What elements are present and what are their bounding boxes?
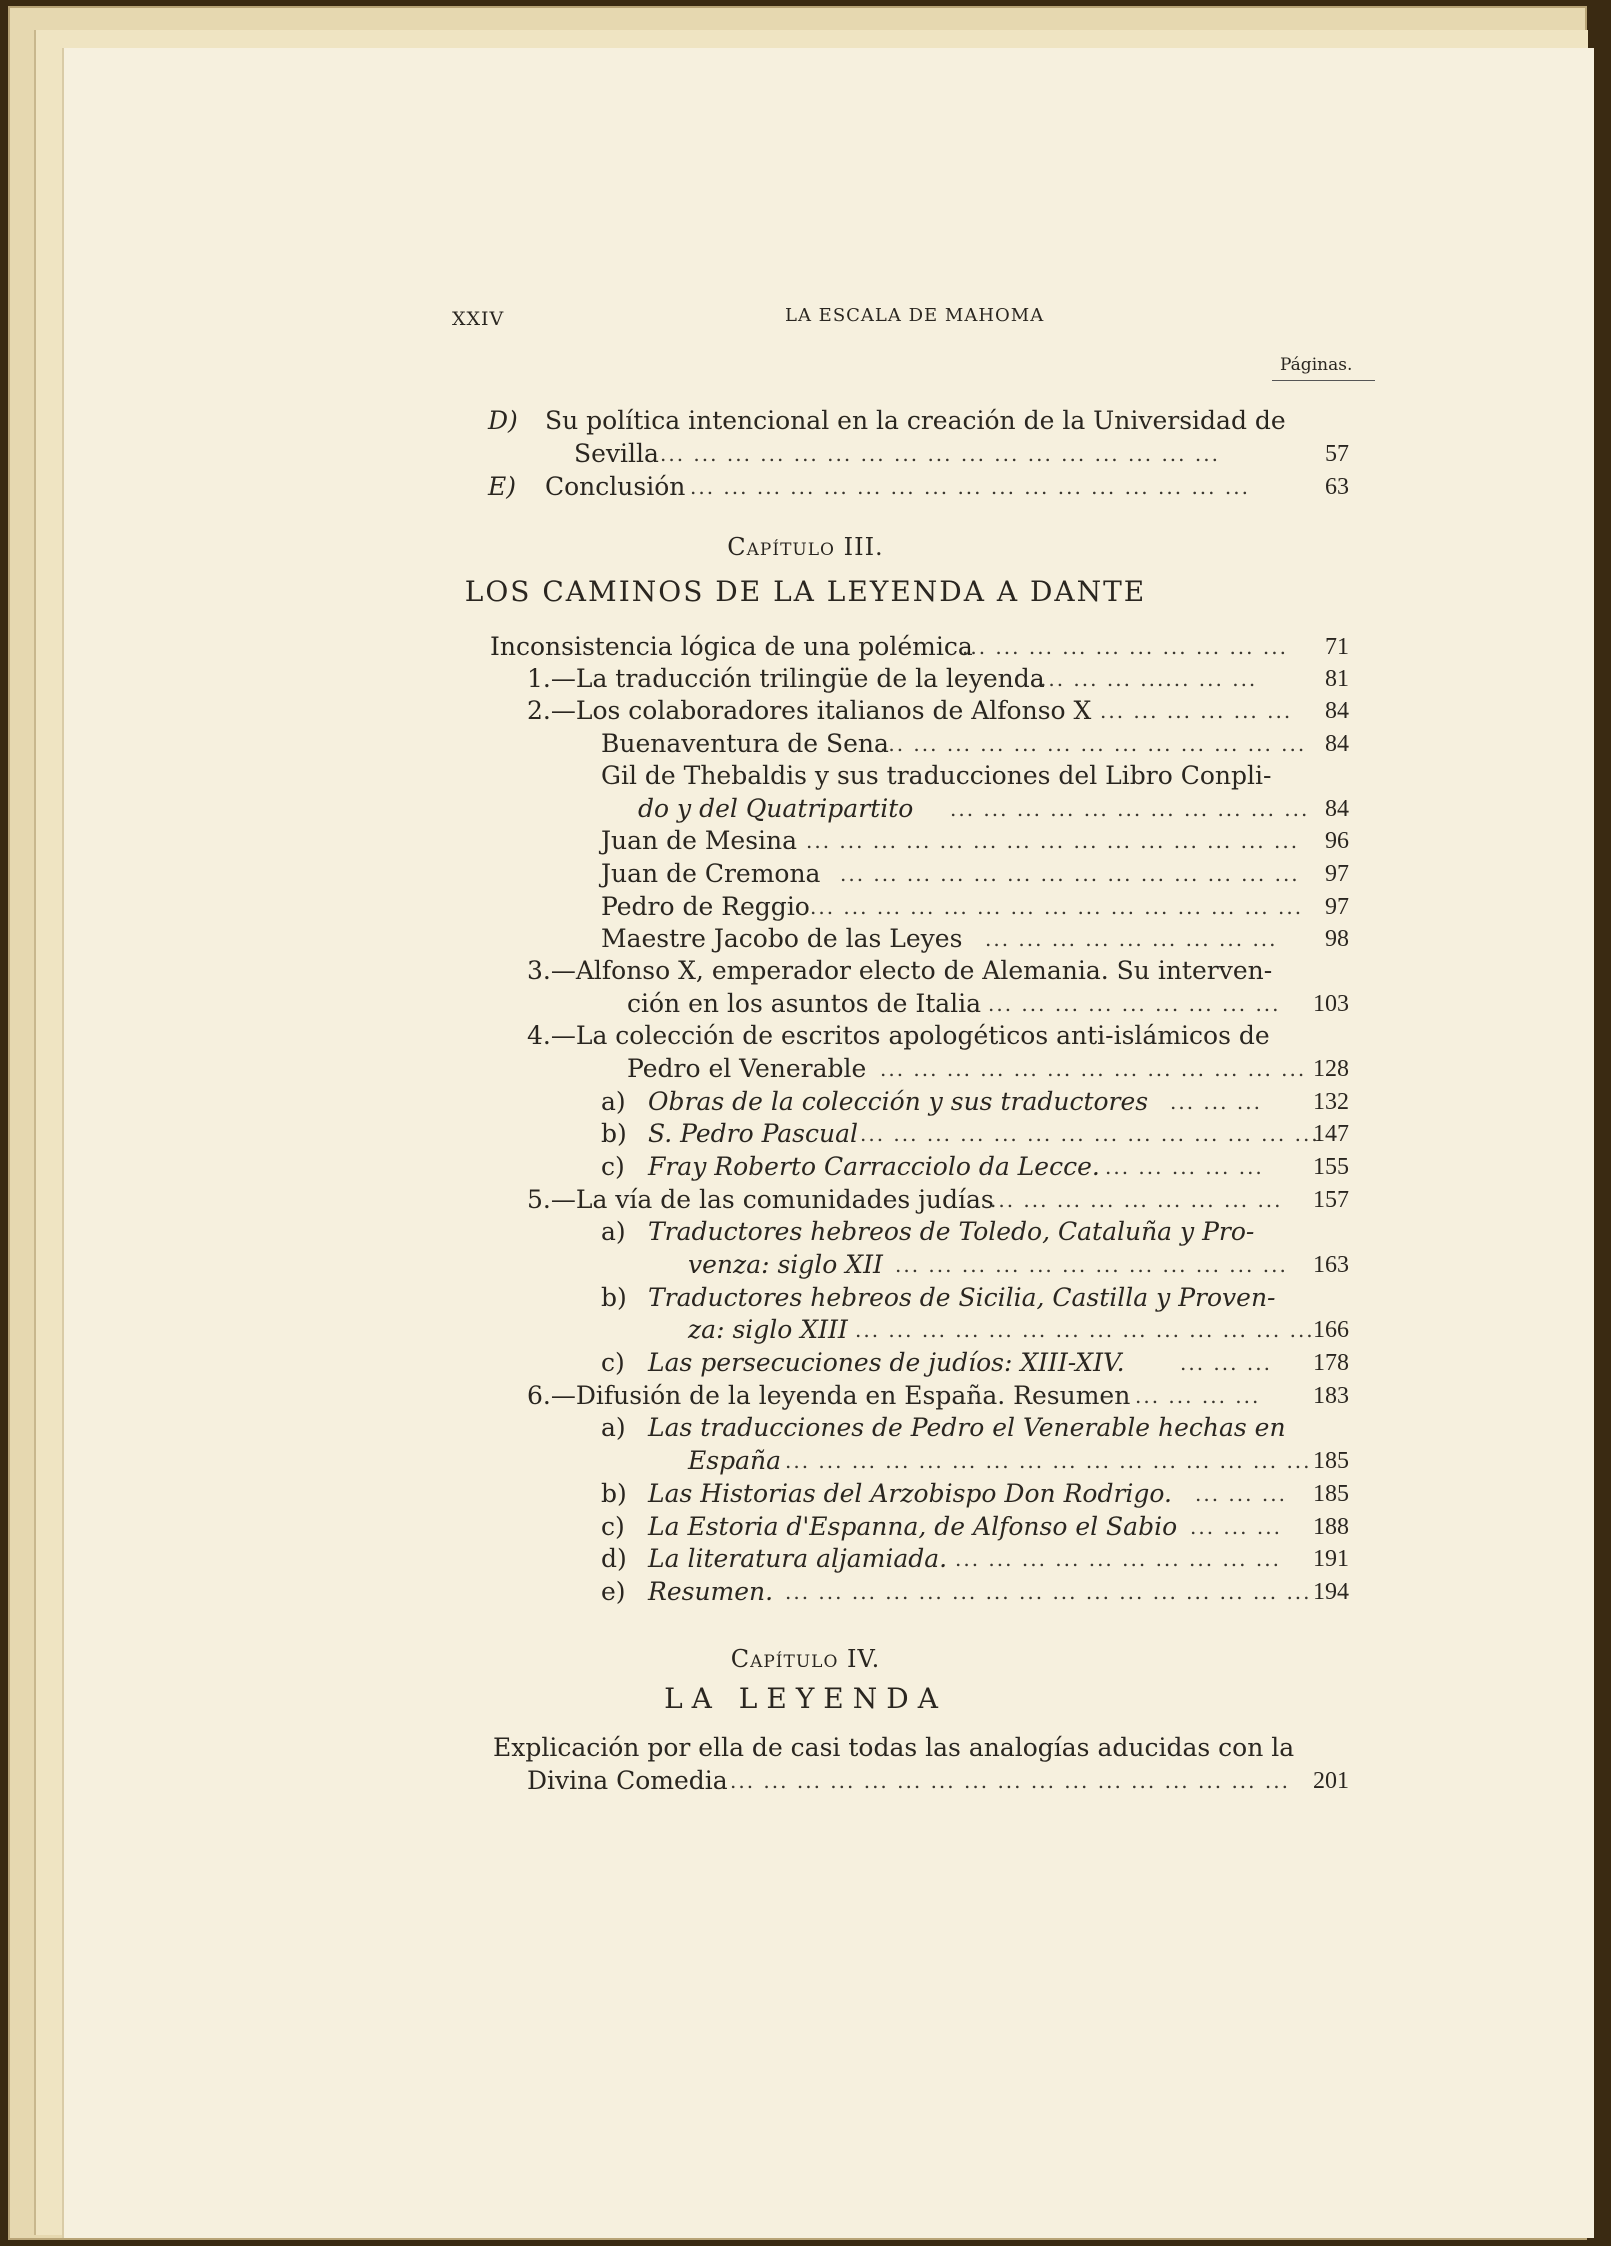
entry-page: 178 [1313,1350,1349,1376]
entry-text: Las traducciones de Pedro el Venerable hechas en [648,1413,1286,1442]
toc-entry [0,727,1611,761]
entry-label: b) [601,1119,627,1148]
leader-dots: ... ... ... ...... ... ... [1040,667,1258,691]
entry-text: Obras de la colección y sus traductores [648,1087,1149,1116]
toc-entry [0,792,1611,826]
toc-entry [0,470,1611,504]
leader-dots: ... ... ... ... ... ... ... ... ... ... ... ... ... ... ... ... [785,1580,1312,1604]
entry-text: venza: siglo XII [688,1250,883,1279]
entry-text: La literatura aljamiada. [648,1544,948,1573]
entry-label: a) [601,1087,626,1116]
chapter-title: LOS CAMINOS DE LA LEYENDA A DANTE [464,575,1147,608]
entry-text: Inconsistencia lógica de una polémica [490,632,973,661]
entry-label: a) [601,1413,626,1442]
entry-page: 157 [1313,1187,1349,1213]
entry-text: Explicación por ella de casi todas las analogías aducidas con la [493,1733,1295,1762]
entry-page: 166 [1313,1317,1349,1343]
entry-page: 97 [1325,861,1349,887]
leader-dots: ... ... ... ... ... ... ... ... ... ... ... ... ... [880,732,1307,756]
entry-text: Buenaventura de Sena [601,729,889,758]
entry-label: D) [488,406,518,435]
entry-text: S. Pedro Pascual [648,1119,859,1148]
entry-label: E) [488,472,517,501]
chapter-number: Capítulo IV. [730,1645,881,1673]
leader-dots: ... ... ... ... ... ... ... ... ... ... [962,635,1288,659]
entry-text: 4.—La colección de escritos apologéticos anti-islámicos de [527,1021,1270,1050]
column-rule [1272,380,1375,381]
entry-label: b) [601,1479,627,1508]
entry-page: 147 [1313,1121,1349,1147]
toc-entry [0,1731,1611,1765]
toc-entry [0,954,1611,988]
entry-page: 132 [1313,1089,1349,1115]
entry-page: 194 [1313,1579,1349,1605]
chapter-number: Capítulo III. [727,533,884,561]
toc-entry [0,1411,1611,1445]
toc-entry [0,824,1611,858]
toc-entry [0,1215,1611,1249]
entry-text: Las persecuciones de judíos: XIII-XIV. [648,1348,1125,1377]
toc-entry [0,1150,1611,1184]
entry-page: 103 [1313,991,1349,1017]
entry-text: Divina Comedia [527,1766,728,1795]
toc-entry [0,1510,1611,1544]
leader-dots: ... ... ... ... ... ... ... ... ... ... ... ... ... ... [860,1122,1320,1146]
leader-dots: ... ... ... ... ... ... ... ... ... ... ... ... ... [880,1057,1307,1081]
entry-text: Traductores hebreos de Sicilia, Castilla y Proven- [648,1283,1276,1312]
entry-text: Su política intencional en la creación de la Universidad de [545,406,1286,435]
entry-page: 81 [1325,666,1349,692]
entry-text: 1.—La traducción trilingüe de la leyenda [527,664,1045,693]
entry-label: d) [601,1544,627,1573]
entry-text: España [688,1446,781,1475]
entry-text: Pedro de Reggio [601,892,810,921]
leader-dots: ... ... ... ... [1135,1384,1261,1408]
entry-text: Gil de Thebaldis y sus traducciones del Libro Conpli- [601,761,1272,790]
entry-text: 2.—Los colaboradores italianos de Alfonso X [527,696,1092,725]
toc-entry [0,630,1611,664]
toc-entry [0,1248,1611,1282]
entry-text: Sevilla [574,439,659,468]
entry-text: Pedro el Venerable [627,1054,867,1083]
entry-label: c) [601,1512,625,1541]
leader-dots: ... ... ... [1170,1090,1262,1114]
leader-dots: ... ... ... ... ... ... ... ... ... ... ... ... ... ... ... ... ... [660,442,1220,466]
entry-text: La Estoria d'Espanna, de Alfonso el Sabio [648,1512,1178,1541]
entry-page: 128 [1313,1056,1349,1082]
entry-page: 57 [1325,441,1349,467]
entry-text: Conclusión [545,472,686,501]
entry-page: 201 [1313,1768,1349,1794]
toc-entry [0,1019,1611,1053]
entry-label: c) [601,1152,625,1181]
entry-page: 183 [1313,1383,1349,1409]
toc-entry [0,404,1611,438]
toc-entry [0,1183,1611,1217]
entry-page: 84 [1325,796,1349,822]
entry-label: e) [601,1577,626,1606]
toc-entry [0,1575,1611,1609]
leader-dots: ... ... ... ... ... ... ... ... ... [985,927,1278,951]
toc-entry [0,1313,1611,1347]
toc-entry [0,1281,1611,1315]
entry-label: b) [601,1283,627,1312]
entry-text: Resumen. [648,1577,774,1606]
entry-text: 5.—La vía de las comunidades judías [527,1185,994,1214]
entry-label: a) [601,1217,626,1246]
toc-entry [0,1764,1611,1798]
entry-page: 185 [1313,1448,1349,1474]
entry-page: 84 [1325,731,1349,757]
entry-text: Fray Roberto Carracciolo da Lecce. [648,1152,1100,1181]
toc-entry [0,890,1611,924]
toc-entry [0,1052,1611,1086]
entry-text: Traductores hebreos de Toledo, Cataluña y Pro- [648,1217,1255,1246]
leader-dots: ... ... ... ... ... ... ... ... ... ... ... ... ... ... [855,1318,1315,1342]
toc-entry [0,437,1611,471]
entry-text: Las Historias del Arzobispo Don Rodrigo. [648,1479,1172,1508]
toc-entry [0,987,1611,1021]
toc-entry [0,694,1611,728]
entry-page: 188 [1313,1514,1349,1540]
leader-dots: ... ... ... ... ... ... ... ... ... ... ... ... ... ... ... [810,895,1304,919]
toc-entry [0,662,1611,696]
page-number: XXIV [452,308,505,330]
pages-column-label: Páginas. [1280,355,1353,375]
entry-page: 163 [1313,1252,1349,1278]
entry-text: ción en los asuntos de Italia [627,989,982,1018]
leader-dots: ... ... ... ... ... ... ... ... ... ... ... ... ... ... ... [806,829,1300,853]
leader-dots: ... ... ... ... ... ... ... ... ... ... ... ... ... ... ... ... ... [730,1769,1290,1793]
entry-label: c) [601,1348,625,1377]
entry-page: 96 [1325,828,1349,854]
toc-entry [0,1477,1611,1511]
entry-text: Juan de Mesina [601,826,798,855]
leader-dots: ... ... ... ... ... ... ... ... ... ... ... ... ... ... [840,862,1300,886]
entry-text: 3.—Alfonso X, emperador electo de Alemania. Su interven- [527,956,1273,985]
entry-text: 6.—Difusión de la leyenda en España. Resumen [527,1381,1131,1410]
leader-dots: ... ... ... ... ... ... ... ... ... ... ... [950,797,1310,821]
entry-page: 185 [1313,1481,1349,1507]
toc-entry [0,922,1611,956]
leader-dots: ... ... ... ... ... ... ... ... ... ... [955,1547,1281,1571]
leader-dots: ... ... ... ... ... [1105,1155,1264,1179]
entry-page: 191 [1313,1546,1349,1572]
leader-dots: ... ... ... ... ... ... ... ... ... [990,1188,1283,1212]
entry-page: 84 [1325,698,1349,724]
toc-entry [0,857,1611,891]
toc-entry [0,1444,1611,1478]
leader-dots: ... ... ... ... ... ... [1100,699,1293,723]
leader-dots: ... ... ... ... ... ... ... ... ... [988,992,1281,1016]
toc-entry [0,1542,1611,1576]
entry-page: 97 [1325,894,1349,920]
toc-entry [0,1085,1611,1119]
toc-entry [0,1379,1611,1413]
entry-text: Juan de Cremona [601,859,821,888]
leader-dots: ... ... ... [1190,1515,1282,1539]
entry-text: Maestre Jacobo de las Leyes [601,924,963,953]
leader-dots: ... ... ... ... ... ... ... ... ... ... ... ... [895,1253,1288,1277]
leader-dots: ... ... ... ... ... ... ... ... ... ... ... ... ... ... ... ... ... [690,475,1250,499]
entry-page: 98 [1325,926,1349,952]
entry-page: 71 [1325,634,1349,660]
entry-page: 63 [1325,474,1349,500]
leader-dots: ... ... ... ... ... ... ... ... ... ... ... ... ... ... ... ... [785,1449,1312,1473]
entry-text: do y del Quatripartito [638,794,914,823]
leader-dots: ... ... ... [1195,1482,1287,1506]
entry-page: 155 [1313,1154,1349,1180]
chapter-title: LA LEYENDA [664,1682,947,1715]
toc-entry [0,759,1611,793]
entry-text: za: siglo XIII [688,1315,848,1344]
leader-dots: ... ... ... [1180,1351,1272,1375]
toc-entry [0,1117,1611,1151]
toc-entry [0,1346,1611,1380]
running-title: LA ESCALA DE MAHOMA [785,305,1045,326]
